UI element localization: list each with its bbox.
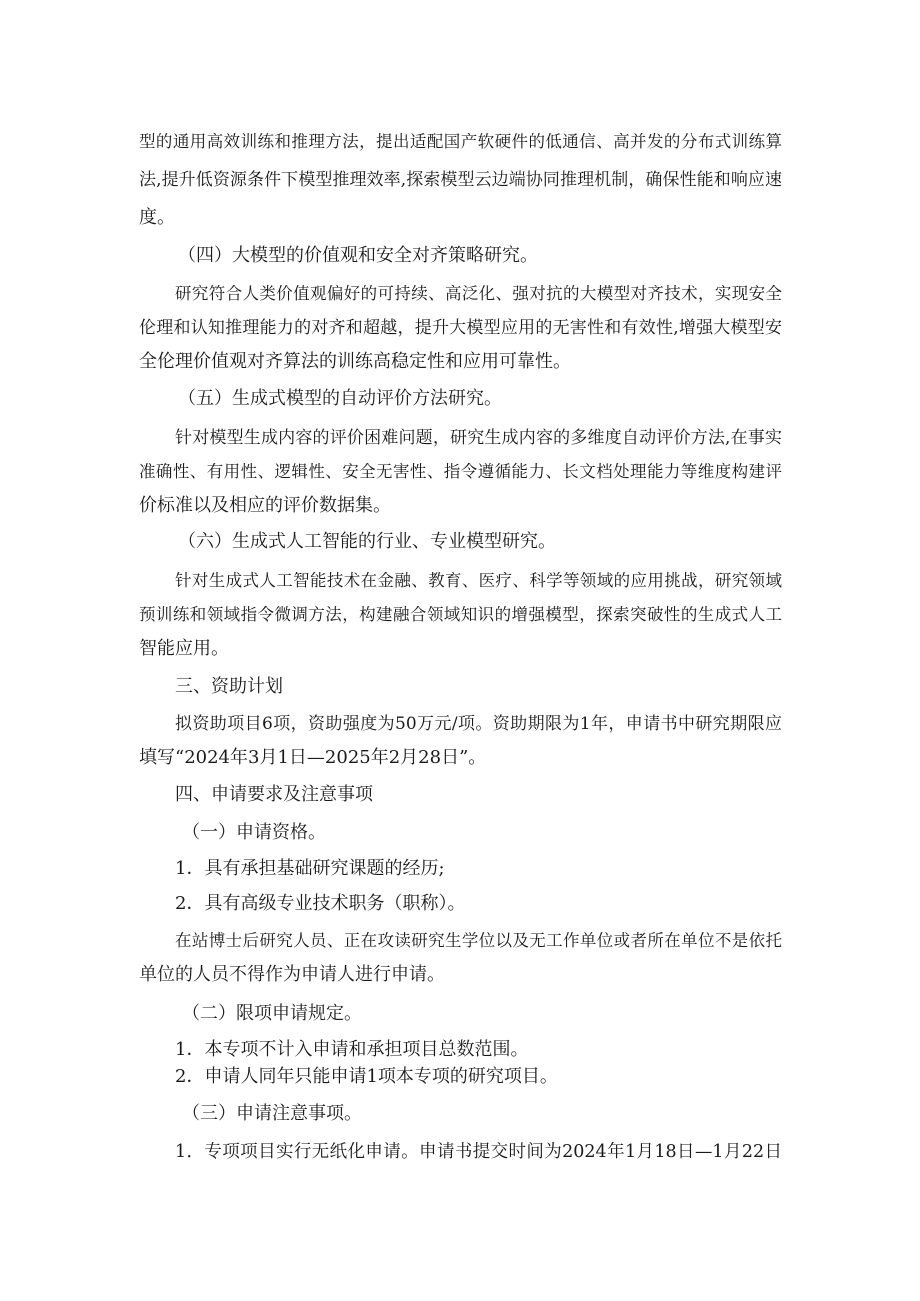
section-heading: （五）生成式模型的自动评价方法研究。 xyxy=(178,388,502,409)
para-line: 准确性、有用性、逻辑性、安全无害性、指令遵循能力、长文档处理能力等维度构建评 xyxy=(139,462,782,481)
list-item: 2．申请人同年只能申请1项本专项的研究项目。 xyxy=(175,1066,558,1087)
section-heading: （二）限项申请规定。 xyxy=(182,1003,362,1024)
section-heading: （六）生成式人工智能的行业、专业模型研究。 xyxy=(178,531,556,552)
para-line: 全伦理价值观对齐算法的训练高稳定性和应用可靠性。 xyxy=(139,351,571,372)
para-line: 针对生成式人工智能技术在金融、教育、医疗、科学等领域的应用挑战，研究领域 xyxy=(175,571,782,590)
para-line: 研究符合人类价值观偏好的可持续、高泛化、强对抗的大模型对齐技术，实现安全 xyxy=(175,284,782,303)
para-line: 填写“2024年3月1日—2025年2月28日”。 xyxy=(139,747,487,768)
list-item: 1．具有承担基础研究课题的经历; xyxy=(175,858,445,879)
section-heading: （一）申请资格。 xyxy=(182,822,326,843)
list-item: 1．专项项目实行无纸化申请。申请书提交时间为2024年1月18日—1月22日 xyxy=(175,1142,782,1162)
para-line: 价标准以及相应的评价数据集。 xyxy=(139,495,391,516)
para-line: 型的通用高效训练和推理方法，提出适配国产软硬件的低通信、高并发的分布式训练算 xyxy=(139,132,782,151)
section-heading: （四）大模型的价值观和安全对齐策略研究。 xyxy=(178,245,538,266)
para-line: 拟资助项目6项，资助强度为50万元/项。资助期限为1年，申请书中研究期限应 xyxy=(175,714,782,734)
para-line: 针对模型生成内容的评价困难问题，研究生成内容的多维度自动评价方法,在事实 xyxy=(175,428,782,448)
para-line: 度。 xyxy=(139,207,175,228)
chapter-heading: 四、申请要求及注意事项 xyxy=(175,784,373,805)
section-heading: （三）申请注意事项。 xyxy=(182,1103,362,1124)
para-line: 在站博士后研究人员、正在攻读研究生学位以及无工作单位或者所在单位不是依托 xyxy=(175,931,782,950)
para-line: 伦理和认知推理能力的对齐和超越，提升大模型应用的无害性和有效性,增强大模型安 xyxy=(139,318,782,338)
list-item: 1．本专项不计入申请和承担项目总数范围。 xyxy=(175,1039,529,1060)
list-item: 2．具有高级专业技术职务（职称）。 xyxy=(175,893,466,914)
para-line: 预训练和领域指令微调方法，构建融合领域知识的增强模型，探索突破性的生成式人工 xyxy=(139,605,782,624)
chapter-heading: 三、资助计划 xyxy=(175,676,283,697)
para-line: 法,提升低资源条件下模型推理效率,探索模型云边端协同推理机制，确保性能和响应速 xyxy=(139,170,782,190)
para-line: 单位的人员不得作为申请人进行申请。 xyxy=(139,964,445,985)
para-line: 智能应用。 xyxy=(139,638,229,659)
